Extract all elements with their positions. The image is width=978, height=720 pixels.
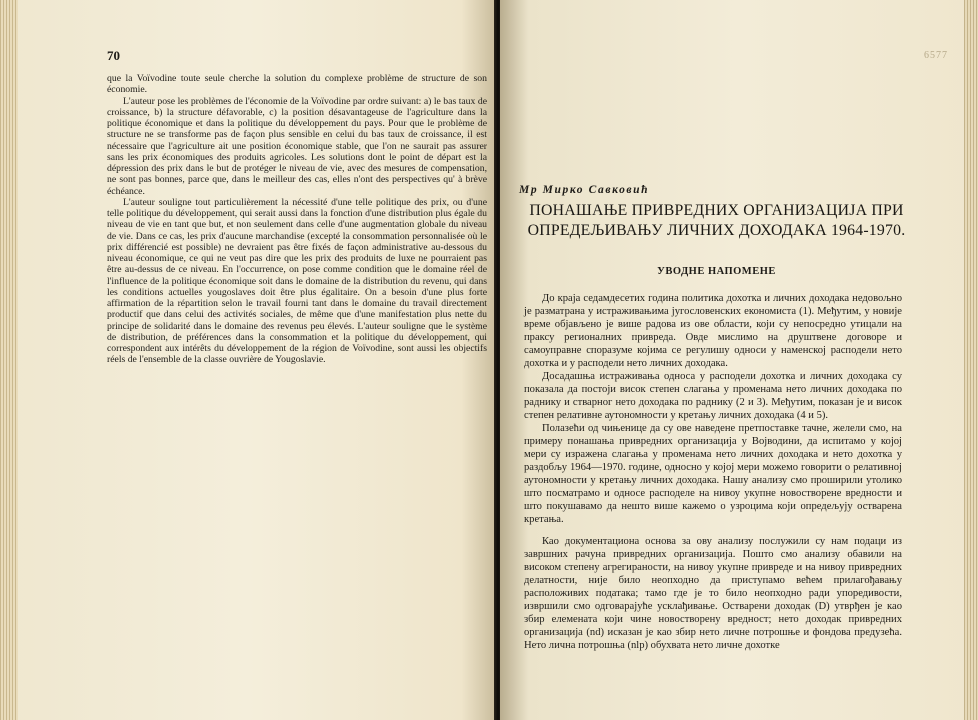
- body-paragraph: Досадашња истраживања односа у расподели дохотка и личних доходака су показала да постоји висок степен слагања у променама нето личних доходака по раднику и стварног нето доходака по раднику (2 и 3). Међутим, показан је и висок степен релативне аутономности у кретању личних доходака (4 и 5).: [524, 371, 902, 421]
- corner-mark: 6577: [924, 50, 948, 61]
- summary-paragraph: L'auteur pose les problèmes de l'économie de la Voïvodine par ordre suivant: a) le bas taux de croissance, b) la structure défavorable, c) la position désavantageuse de l'agriculture dans la politique économique et dans la politique du développement du pays. Pour que le problème de structure ne se transforme pas de façon plus sensible en celui du bas taux de croissance, il est nécessaire que l'agriculture ait une position économique stable, que l'on ne saurait pas assurer sans les prix économiques des produits agricoles. Les solutions dont le point de départ est la dépression des prix dans le but de protéger le niveau de vie, avec des mesures de compensation, ne sont pas bonnes, parce que, dans le meilleur des cas, elles n'ont des perspectives qu' à brève échéance.: [107, 95, 487, 197]
- body-paragraph: Као документациона основа за ову анализу послужили су нам подаци из завршних рачуна привредних организација. Пошто смо анализу обавили на високом степену агрегираности, на нивоу укупне привреде и на нивоу привредних делатности, није било неопходно да приступамо већем прилагођавању расположивих података; тамо где је то било неопходно ради упоредивости, извршили смо одговарајуће усклађивање. Остварени доходак (D) утврђен је као збир елемената који чине новостворену вредност; нето доходак привредних организација (nd) исказан је као збир нето личне потрошње и фондова предузећа. Нето лична потрошња (nlp) обухвата нето личне дохотке: [524, 536, 902, 651]
- french-summary-text: [107, 73, 487, 366]
- section-heading: УВОДНЕ НАПОМЕНЕ: [657, 266, 776, 277]
- article-title: ПОНАШАЊЕ ПРИВРЕДНИХ ОРГАНИЗАЦИЈА ПРИ ОПРЕДЕЉИВАЊУ ЛИЧНИХ ДОХОДАКА 1964-1970.: [527, 202, 906, 239]
- body-paragraph: Полазећи од чињенице да су ове наведене претпоставке тачне, желели смо, на примеру понашања привредних организација у Војводини, да испитамо у којој мери су изражена слагања у променама нето личних доходака и нето дохотка у раздобљу 1964—1970. године, односно у којој мери можемо говорити о релативној аутономности у кретању личних доходака. Нашу анализу смо проширили утолико што посматрамо и односе расподеле на нивоу укупне новостворене вредности и што покушавамо да нешто више кажемо о узроцима који опредељују остварена кретања.: [524, 423, 902, 525]
- article-author: Мр Мирко Савковић: [519, 184, 650, 196]
- article-body: [524, 292, 902, 652]
- summary-paragraph: L'auteur souligne tout particulièrement la nécessité d'une telle politique des prix, ou d'une telle politique du développement, qui serait aussi dans la fonction d'une distribution plus égale du niveau de vie en tant que but, et non seulement dans celle d'une augmentation globale du niveau de vie. Dans ce cas, les prix d'aucune marchandise (excepté la consommation personnalisée où le prix différencié est possible) ne devraient pas être fixés de façon administrative au-dessous du niveau économique, ce qui ne veut pas dire que les prix des produits de luxe ne pourraient pas être au-dessus de ce niveau. En l'occurrence, on pose comme condition que le domaine réel de l'influence de la politique économique soit dans le domaine de la distribution du revenu, qui dans les conditions actuelles yougoslaves doit être plus égalitaire. On a besoin d'une plus forte affirmation de la répartition selon le travail fourni tant dans le domaine du travail directement productif que dans celui des activités sociales, de même que d'une manifestation plus nette du principe de solidarité dans le domaine des revenus peu élevés. L'auteur souligne que le système de distribution, de préférences dans la consommation et la politique du développement, qui correspondent aux intérêts du développement de la région de Voïvodine, sont aussi les objectifs réels de l'ensemble de la classe ouvrière de Yougoslavie.: [107, 196, 487, 366]
- right-page-edge: [964, 0, 978, 720]
- summary-paragraph: que la Voïvodine toute seule cherche la solution du complexe problème de structure de son économie.: [107, 73, 487, 96]
- body-paragraph: До краја седамдесетих година политика дохотка и личних доходака недовољно је разматрана у истраживањима југословенских економиста (1). Међутим, у новије време објављено је више радова из ове области, који су непосредно утицали на праксу регионалних привреда. Овде мислимо на друштвене договоре и самоуправне споразуме којима се регулишу односи у наменској расподели нето дохотка и у расподели нето личних доходака.: [524, 293, 902, 369]
- left-page-edge: [0, 0, 18, 720]
- page-number: 70: [107, 48, 120, 63]
